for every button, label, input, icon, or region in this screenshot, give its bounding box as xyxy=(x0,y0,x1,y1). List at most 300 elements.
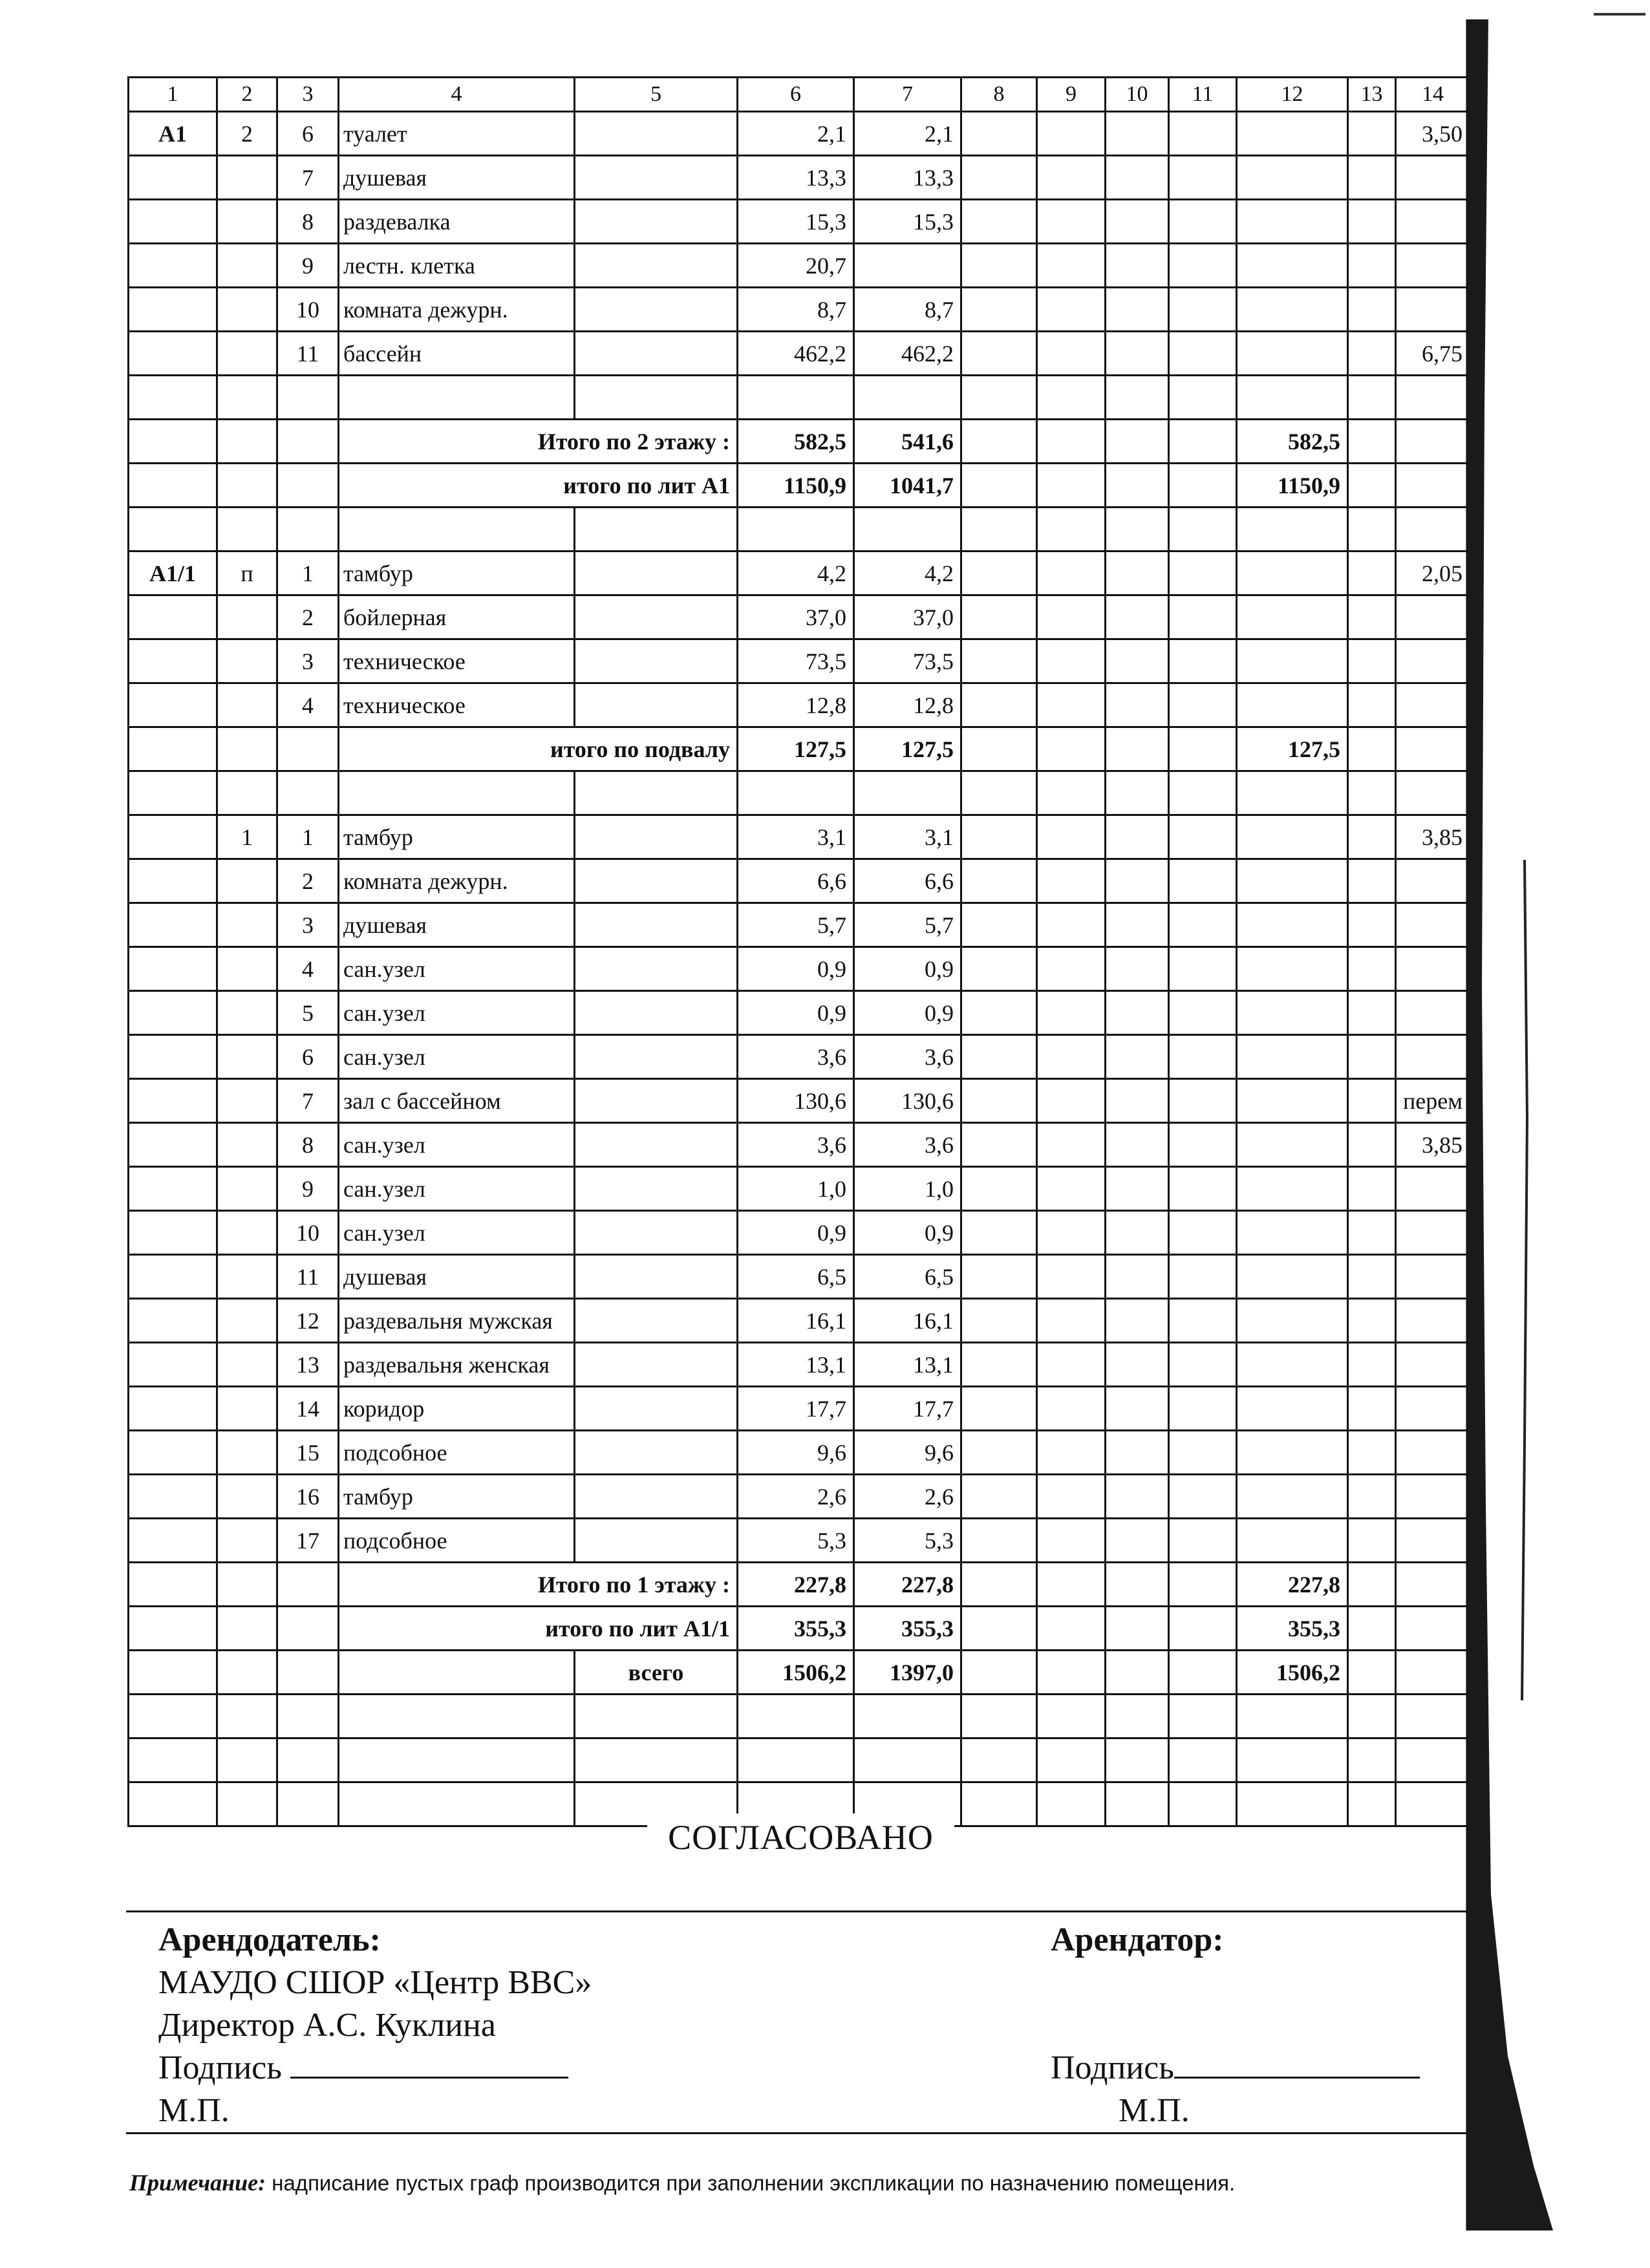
cell-c5 xyxy=(575,903,738,947)
table-row xyxy=(129,1167,1470,1211)
cell-c7: 3,1 xyxy=(854,815,961,859)
cell-c7: 0,9 xyxy=(854,1211,961,1255)
cell-c13 xyxy=(1348,639,1396,683)
cell-c6: 130,6 xyxy=(738,1079,854,1123)
cell-c13 xyxy=(1348,551,1396,595)
landlord-signature-line xyxy=(290,2051,568,2079)
cell-c14 xyxy=(1396,859,1470,903)
table-row xyxy=(129,903,1470,947)
cell-c1 xyxy=(129,771,217,815)
cell-c6: 0,9 xyxy=(738,947,854,991)
cell-c6 xyxy=(738,771,854,815)
cell-c9 xyxy=(1037,1079,1106,1123)
cell-c10 xyxy=(1106,551,1169,595)
cell-c5 xyxy=(575,244,738,288)
cell-c6: 1150,9 xyxy=(738,464,854,508)
table-row xyxy=(129,376,1470,420)
cell-c10 xyxy=(1106,639,1169,683)
cell-c14 xyxy=(1396,1475,1470,1519)
cell-c3: 6 xyxy=(277,1035,339,1079)
cell-c2: 2 xyxy=(217,112,277,156)
cell-c11 xyxy=(1169,639,1237,683)
footnote-text: надписание пустых граф производится при заполнении экспликации по назначению помещения. xyxy=(272,2171,1236,2195)
cell-c8 xyxy=(961,683,1037,727)
cell-c7 xyxy=(854,376,961,420)
cell-c12 xyxy=(1237,244,1348,288)
cell-c6: 582,5 xyxy=(738,420,854,464)
cell-c10 xyxy=(1106,859,1169,903)
cell-c3: 4 xyxy=(277,683,339,727)
cell-c13 xyxy=(1348,1695,1396,1738)
cell-c4: коридор xyxy=(339,1387,575,1431)
cell-c7: 462,2 xyxy=(854,332,961,376)
cell-c8 xyxy=(961,1695,1037,1738)
cell-c3: 6 xyxy=(277,112,339,156)
cell-c13 xyxy=(1348,1079,1396,1123)
cell-c1 xyxy=(129,1123,217,1167)
cell-c9 xyxy=(1037,1299,1106,1343)
cell-c2: 1 xyxy=(217,815,277,859)
cell-c5 xyxy=(575,376,738,420)
cell-c11 xyxy=(1169,1167,1237,1211)
table-row xyxy=(129,991,1470,1035)
table-row xyxy=(129,1079,1470,1123)
table-row xyxy=(129,1651,1470,1695)
cell-c12 xyxy=(1237,156,1348,200)
cell-c1 xyxy=(129,595,217,639)
cell-c1 xyxy=(129,1475,217,1519)
cell-c7: 541,6 xyxy=(854,420,961,464)
cell-c6 xyxy=(738,508,854,551)
cell-c13 xyxy=(1348,1475,1396,1519)
cell-c11 xyxy=(1169,1695,1237,1738)
cell-c10 xyxy=(1106,200,1169,244)
cell-c1 xyxy=(129,332,217,376)
cell-c12 xyxy=(1237,1079,1348,1123)
cell-c8 xyxy=(961,991,1037,1035)
cell-c1 xyxy=(129,1299,217,1343)
cell-c1 xyxy=(129,244,217,288)
cell-c1 xyxy=(129,947,217,991)
cell-c1 xyxy=(129,420,217,464)
cell-c11 xyxy=(1169,1607,1237,1651)
cell-c6: 4,2 xyxy=(738,551,854,595)
cell-c8 xyxy=(961,1343,1037,1387)
cell-c8 xyxy=(961,332,1037,376)
cell-c14 xyxy=(1396,595,1470,639)
cell-c10 xyxy=(1106,112,1169,156)
cell-c2 xyxy=(217,1607,277,1651)
cell-c2 xyxy=(217,1035,277,1079)
cell-c13 xyxy=(1348,464,1396,508)
cell-c1: А1 xyxy=(129,112,217,156)
cell-c7 xyxy=(854,771,961,815)
cell-c7: 2,6 xyxy=(854,1475,961,1519)
cell-c5 xyxy=(575,815,738,859)
cell-c12 xyxy=(1237,1035,1348,1079)
landlord-org: МАУДО СШОР «Центр ВВС» xyxy=(158,1964,592,2001)
cell-c3: 5 xyxy=(277,991,339,1035)
cell-c12: 1150,9 xyxy=(1237,464,1348,508)
cell-c3 xyxy=(277,1738,339,1782)
col-header: 2 xyxy=(217,78,277,112)
cell-c13 xyxy=(1348,1607,1396,1651)
cell-c5 xyxy=(575,1343,738,1387)
cell-c3: 16 xyxy=(277,1475,339,1519)
cell-c5 xyxy=(575,1079,738,1123)
cell-c10 xyxy=(1106,1475,1169,1519)
cell-c9 xyxy=(1037,156,1106,200)
cell-c13 xyxy=(1348,903,1396,947)
cell-c8 xyxy=(961,551,1037,595)
cell-c13 xyxy=(1348,112,1396,156)
cell-c2 xyxy=(217,991,277,1035)
cell-c10 xyxy=(1106,1431,1169,1475)
cell-c13 xyxy=(1348,1519,1396,1563)
table-row xyxy=(129,859,1470,903)
cell-c11 xyxy=(1169,683,1237,727)
cell-c9 xyxy=(1037,464,1106,508)
cell-c8 xyxy=(961,1431,1037,1475)
cell-c10 xyxy=(1106,508,1169,551)
cell-c7: 5,7 xyxy=(854,903,961,947)
cell-c11 xyxy=(1169,508,1237,551)
cell-c10 xyxy=(1106,1563,1169,1607)
cell-c3: 4 xyxy=(277,947,339,991)
cell-c6: 227,8 xyxy=(738,1563,854,1607)
cell-c11 xyxy=(1169,1343,1237,1387)
cell-c1 xyxy=(129,1211,217,1255)
cell-c3: 9 xyxy=(277,1167,339,1211)
col-header: 5 xyxy=(575,78,738,112)
table-row xyxy=(129,1519,1470,1563)
cell-c14 xyxy=(1396,727,1470,771)
cell-c6: 17,7 xyxy=(738,1387,854,1431)
cell-c14: 6,75 xyxy=(1396,332,1470,376)
cell-c13 xyxy=(1348,1738,1396,1782)
cell-c10 xyxy=(1106,288,1169,332)
cell-c6: 5,7 xyxy=(738,903,854,947)
cell-c14 xyxy=(1396,991,1470,1035)
cell-c11 xyxy=(1169,1651,1237,1695)
cell-c14 xyxy=(1396,244,1470,288)
footnote xyxy=(129,2169,1235,2196)
cell-c10 xyxy=(1106,1782,1169,1826)
cell-c7: 3,6 xyxy=(854,1035,961,1079)
cell-c5 xyxy=(575,200,738,244)
cell-c8 xyxy=(961,156,1037,200)
cell-c13 xyxy=(1348,1387,1396,1431)
cell-c3: 2 xyxy=(277,859,339,903)
cell-c11 xyxy=(1169,332,1237,376)
cell-c5 xyxy=(575,1035,738,1079)
col-header: 4 xyxy=(339,78,575,112)
cell-c11 xyxy=(1169,1387,1237,1431)
cell-c4: душевая xyxy=(339,1255,575,1299)
cell-c2 xyxy=(217,727,277,771)
cell-c5: всего xyxy=(575,1651,738,1695)
cell-c11 xyxy=(1169,200,1237,244)
cell-c10 xyxy=(1106,1079,1169,1123)
cell-c3 xyxy=(277,420,339,464)
cell-c6: 2,1 xyxy=(738,112,854,156)
cell-c12 xyxy=(1237,991,1348,1035)
cell-c5 xyxy=(575,1255,738,1299)
cell-c14 xyxy=(1396,1211,1470,1255)
cell-c1 xyxy=(129,1782,217,1826)
cell-c9 xyxy=(1037,639,1106,683)
tenant-sign-label: Подпись xyxy=(1051,2049,1174,2086)
cell-c1 xyxy=(129,1167,217,1211)
cell-c7: 2,1 xyxy=(854,112,961,156)
cell-c11 xyxy=(1169,1475,1237,1519)
cell-c9 xyxy=(1037,1167,1106,1211)
cell-c7: 13,1 xyxy=(854,1343,961,1387)
cell-c5 xyxy=(575,1431,738,1475)
cell-c13 xyxy=(1348,288,1396,332)
cell-c14 xyxy=(1396,1695,1470,1738)
cell-c8 xyxy=(961,1651,1037,1695)
cell-c14 xyxy=(1396,156,1470,200)
cell-c9 xyxy=(1037,1519,1106,1563)
cell-c12 xyxy=(1237,1519,1348,1563)
cell-c1 xyxy=(129,727,217,771)
cell-c14 xyxy=(1396,639,1470,683)
cell-c14 xyxy=(1396,376,1470,420)
cell-c14 xyxy=(1396,947,1470,991)
cell-c2 xyxy=(217,1431,277,1475)
cell-c1 xyxy=(129,991,217,1035)
tenant-spacer xyxy=(1051,1962,1420,2047)
cell-c14 xyxy=(1396,1299,1470,1343)
cell-c14 xyxy=(1396,1607,1470,1651)
cell-c4: сан.узел xyxy=(339,947,575,991)
table-row xyxy=(129,1387,1470,1431)
cell-c13 xyxy=(1348,332,1396,376)
cell-c6: 0,9 xyxy=(738,991,854,1035)
cell-c11 xyxy=(1169,376,1237,420)
cell-c3: 11 xyxy=(277,332,339,376)
cell-c12: 355,3 xyxy=(1237,1607,1348,1651)
cell-c3 xyxy=(277,771,339,815)
cell-c8 xyxy=(961,815,1037,859)
cell-c1 xyxy=(129,859,217,903)
cell-c2 xyxy=(217,1299,277,1343)
cell-c8 xyxy=(961,1123,1037,1167)
cell-c12 xyxy=(1237,1695,1348,1738)
cell-c11 xyxy=(1169,1123,1237,1167)
cell-c4 xyxy=(339,771,575,815)
cell-c8 xyxy=(961,1563,1037,1607)
cell-c9 xyxy=(1037,376,1106,420)
cell-c9 xyxy=(1037,1387,1106,1431)
cell-c13 xyxy=(1348,1167,1396,1211)
cell-c13 xyxy=(1348,508,1396,551)
cell-c6: 1506,2 xyxy=(738,1651,854,1695)
table-row xyxy=(129,464,1470,508)
cell-c5 xyxy=(575,683,738,727)
cell-c6: 3,1 xyxy=(738,815,854,859)
cell-c12 xyxy=(1237,1299,1348,1343)
cell-c8 xyxy=(961,1475,1037,1519)
cell-c3: 15 xyxy=(277,1431,339,1475)
cell-c3: 11 xyxy=(277,1255,339,1299)
cell-c9 xyxy=(1037,1607,1106,1651)
cell-c2 xyxy=(217,288,277,332)
cell-c8 xyxy=(961,1035,1037,1079)
cell-c3: 3 xyxy=(277,639,339,683)
cell-c6: 20,7 xyxy=(738,244,854,288)
cell-c4: сан.узел xyxy=(339,1123,575,1167)
cell-c3: 3 xyxy=(277,903,339,947)
cell-c14 xyxy=(1396,200,1470,244)
col-header: 13 xyxy=(1348,78,1396,112)
cell-c5 xyxy=(575,508,738,551)
cell-c5 xyxy=(575,595,738,639)
table-row xyxy=(129,1035,1470,1079)
cell-c4: комната дежурн. xyxy=(339,288,575,332)
cell-c2 xyxy=(217,200,277,244)
cell-c6: 3,6 xyxy=(738,1035,854,1079)
cell-c3: 8 xyxy=(277,200,339,244)
table-row xyxy=(129,1563,1470,1607)
cell-c14 xyxy=(1396,1782,1470,1826)
cell-c3: 7 xyxy=(277,156,339,200)
cell-c9 xyxy=(1037,1782,1106,1826)
cell-c10 xyxy=(1106,1607,1169,1651)
table-row xyxy=(129,815,1470,859)
cell-c12 xyxy=(1237,771,1348,815)
cell-c8 xyxy=(961,1255,1037,1299)
tenant-signature-line xyxy=(1174,2051,1420,2079)
col-header: 8 xyxy=(961,78,1037,112)
cell-c12 xyxy=(1237,903,1348,947)
column-number-header xyxy=(129,78,1470,112)
cell-c13 xyxy=(1348,727,1396,771)
table-row xyxy=(129,112,1470,156)
cell-c3 xyxy=(277,376,339,420)
cell-c3: 10 xyxy=(277,1211,339,1255)
cell-c8 xyxy=(961,1387,1037,1431)
cell-c13 xyxy=(1348,244,1396,288)
cell-c6: 73,5 xyxy=(738,639,854,683)
cell-c4: тамбур xyxy=(339,815,575,859)
row-label: итого по лит А1/1 xyxy=(339,1607,738,1651)
tenant-title: Арендатор: xyxy=(1051,1921,1224,1958)
cell-c7: 12,8 xyxy=(854,683,961,727)
col-header: 12 xyxy=(1237,78,1348,112)
cell-c14 xyxy=(1396,1343,1470,1387)
cell-c12 xyxy=(1237,288,1348,332)
cell-c2 xyxy=(217,1387,277,1431)
table-row xyxy=(129,771,1470,815)
cell-c7: 17,7 xyxy=(854,1387,961,1431)
table-row xyxy=(129,1431,1470,1475)
cell-c10 xyxy=(1106,464,1169,508)
cell-c9 xyxy=(1037,1475,1106,1519)
cell-c4: раздевальня женская xyxy=(339,1343,575,1387)
cell-c1 xyxy=(129,1079,217,1123)
cell-c8 xyxy=(961,771,1037,815)
cell-c12 xyxy=(1237,508,1348,551)
cell-c5 xyxy=(575,1695,738,1738)
landlord-director: Директор А.С. Куклина xyxy=(158,2007,496,2044)
cell-c5 xyxy=(575,156,738,200)
cell-c1 xyxy=(129,288,217,332)
cell-c7: 8,7 xyxy=(854,288,961,332)
cell-c2 xyxy=(217,1695,277,1738)
cell-c8 xyxy=(961,1607,1037,1651)
cell-c13 xyxy=(1348,771,1396,815)
cell-c5 xyxy=(575,1519,738,1563)
signature-block xyxy=(126,1910,1484,2134)
cell-c4: раздевальня мужская xyxy=(339,1299,575,1343)
cell-c9 xyxy=(1037,508,1106,551)
cell-c12 xyxy=(1237,1431,1348,1475)
cell-c12 xyxy=(1237,683,1348,727)
cell-c5 xyxy=(575,332,738,376)
cell-c9 xyxy=(1037,420,1106,464)
scan-mark xyxy=(1594,13,1645,16)
table-row xyxy=(129,420,1470,464)
cell-c9 xyxy=(1037,771,1106,815)
cell-c6: 12,8 xyxy=(738,683,854,727)
cell-c2 xyxy=(217,947,277,991)
cell-c9 xyxy=(1037,1123,1106,1167)
cell-c9 xyxy=(1037,991,1106,1035)
cell-c3 xyxy=(277,1563,339,1607)
cell-c5 xyxy=(575,947,738,991)
cell-c7: 73,5 xyxy=(854,639,961,683)
cell-c12 xyxy=(1237,947,1348,991)
cell-c14 xyxy=(1396,1431,1470,1475)
cell-c1 xyxy=(129,508,217,551)
cell-c11 xyxy=(1169,947,1237,991)
cell-c10 xyxy=(1106,1123,1169,1167)
cell-c2 xyxy=(217,1255,277,1299)
cell-c12 xyxy=(1237,1255,1348,1299)
cell-c11 xyxy=(1169,112,1237,156)
cell-c9 xyxy=(1037,551,1106,595)
landlord-section xyxy=(158,1919,592,2132)
cell-c13 xyxy=(1348,991,1396,1035)
cell-c8 xyxy=(961,508,1037,551)
cell-c2 xyxy=(217,639,277,683)
table-row xyxy=(129,947,1470,991)
cell-c9 xyxy=(1037,1343,1106,1387)
cell-c5 xyxy=(575,1475,738,1519)
cell-c8 xyxy=(961,244,1037,288)
cell-c4: техническое xyxy=(339,683,575,727)
cell-c6: 6,6 xyxy=(738,859,854,903)
cell-c14: 2,05 xyxy=(1396,551,1470,595)
cell-c4: подсобное xyxy=(339,1519,575,1563)
cell-c10 xyxy=(1106,1035,1169,1079)
cell-c10 xyxy=(1106,156,1169,200)
table-row xyxy=(129,508,1470,551)
cell-c6: 1,0 xyxy=(738,1167,854,1211)
cell-c14 xyxy=(1396,288,1470,332)
cell-c8 xyxy=(961,727,1037,771)
cell-c3: 1 xyxy=(277,815,339,859)
cell-c9 xyxy=(1037,1211,1106,1255)
cell-c11 xyxy=(1169,288,1237,332)
landlord-title: Арендодатель: xyxy=(158,1921,381,1958)
cell-c12: 227,8 xyxy=(1237,1563,1348,1607)
table-row xyxy=(129,683,1470,727)
cell-c2: п xyxy=(217,551,277,595)
cell-c9 xyxy=(1037,1431,1106,1475)
